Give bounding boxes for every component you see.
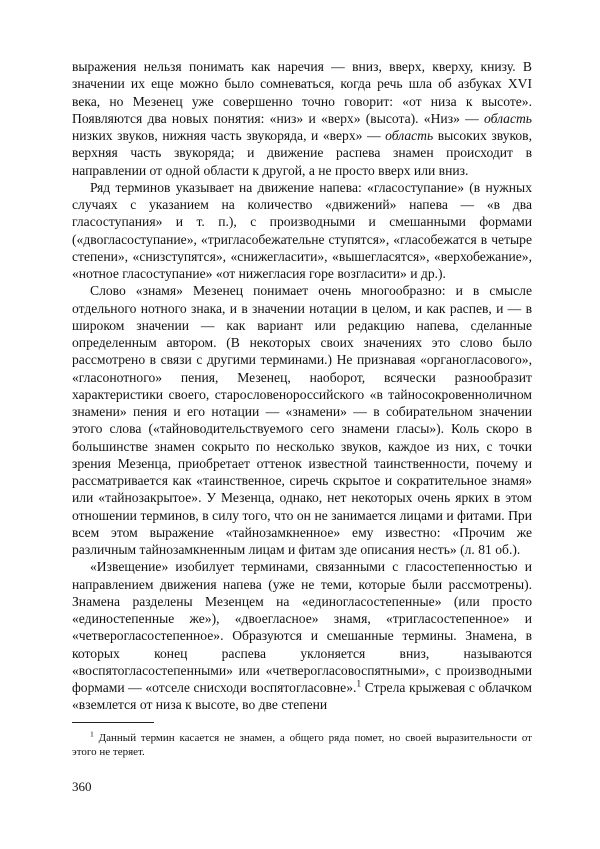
text-run: высоких звуков, верхняя часть звукоряда; и движение распева знамен происходит в направлении от одной области к другой, а не просто вверх или вниз. (72, 128, 532, 178)
text-run: Слово «знамя» Мезенец понимает очень многообразно: и в смысле отдельного нотного знака, и в значении нотации в целом, и как распев, и — в широком значении — как вариант или редакцию напева, сделанные определенным автором. (В некоторых своих значениях это слово было рассмотрено в связи с другими терминами.) Не признавая «органогласового», «гласонотного» пения, Мезенец, наоборот, всячески разнообразит характеристики своего, старословенороссийского «в тайносокровенноличном знамени» пения и его нотации — «знамени» — в собирательном значении этого слова («тайноводительствуемого сего знамени гласы»). Коль скоро в большинстве знамен сокрыто по несколько звуков, каждое из них, с точки зрения Мезенца, приобретает оттенок известной таинственности, почему и рассматривается как «таинственное, сиречь скрытое и сократительное знамя» или «тайнозакрытое». У Мезенца, однако, нет некоторых очень ярких в этом отношении терминов, в силу того, что он не занимается лицами и фитами. При всем этом выражение «тайнозамкненное» ему известно: «Прочим же различным тайнозамкненным лицам и фитам зде описания несть» (л. 81 об.). (72, 283, 532, 557)
text-run: Ряд терминов указывает на движение напева: «гласоступание» (в нужных случаях с указанием на количество «движений» напева — «в два гласоступания» и т. п.), с производными и смешанными формами («двогласоступание», «тригласобежательне ступятся», «гласобежатся в четыре степени», «снизступятся», «снижегласити», «вышегласятся», «верхобежание», «нотное гласоступание» «от нижегласия горе возгласити» и др.). (72, 179, 532, 281)
footnote-ref: 1 (356, 679, 362, 690)
text-run: выражения нельзя понимать как наречия — вниз, вверх, кверху, книзу. В значении их еще можно было сомневаться, когда речь шла об азбуках XVI века, но Мезенец уже совершенно точно говорит: «от низа к высоте». Появляются два новых понятия: «низ» и «верх» (высота). «Низ» — (72, 59, 532, 126)
page-number: 360 (72, 778, 92, 794)
text-run: «Извещение» изобилует терминами, связанными с гласостепенностью и направлением движения напева (уже не теми, которые были рассмотрены). Знамена разделены Мезенцем на «единогласостепенные» (или просто «единостепенные же»), «двоегласное» знамя, «тригласостепенное» и «четверогласостепенное». Образуются и смешанные термины. Знамена, в которых конец распева уклоняется вниз, называются «воспятогласостепенными» или «четверогласовоспятными», с производными формами — «отселе снисходи воспятогласовне». (72, 559, 532, 695)
paragraph (72, 179, 532, 283)
paragraph (72, 58, 532, 179)
footnote-marker: 1 (90, 728, 94, 738)
text-run: низких звуков, нижняя часть звукоряда, и «верх» — (72, 128, 386, 143)
footnote (72, 728, 532, 759)
document-page (72, 58, 532, 795)
text-run: область (483, 110, 532, 126)
body-text (72, 58, 532, 714)
paragraph (72, 282, 532, 558)
footnote-text: Данный термин касается не знамен, а общего ряда помет, но своей выразительности от этого не теряет. (72, 731, 532, 758)
text-run: область (385, 128, 434, 143)
paragraph (72, 558, 532, 713)
text-run: Стрела крыжевая с облачком «вземлется от низа к высоте, во две степени (72, 680, 532, 713)
footnote-rule (72, 722, 154, 723)
